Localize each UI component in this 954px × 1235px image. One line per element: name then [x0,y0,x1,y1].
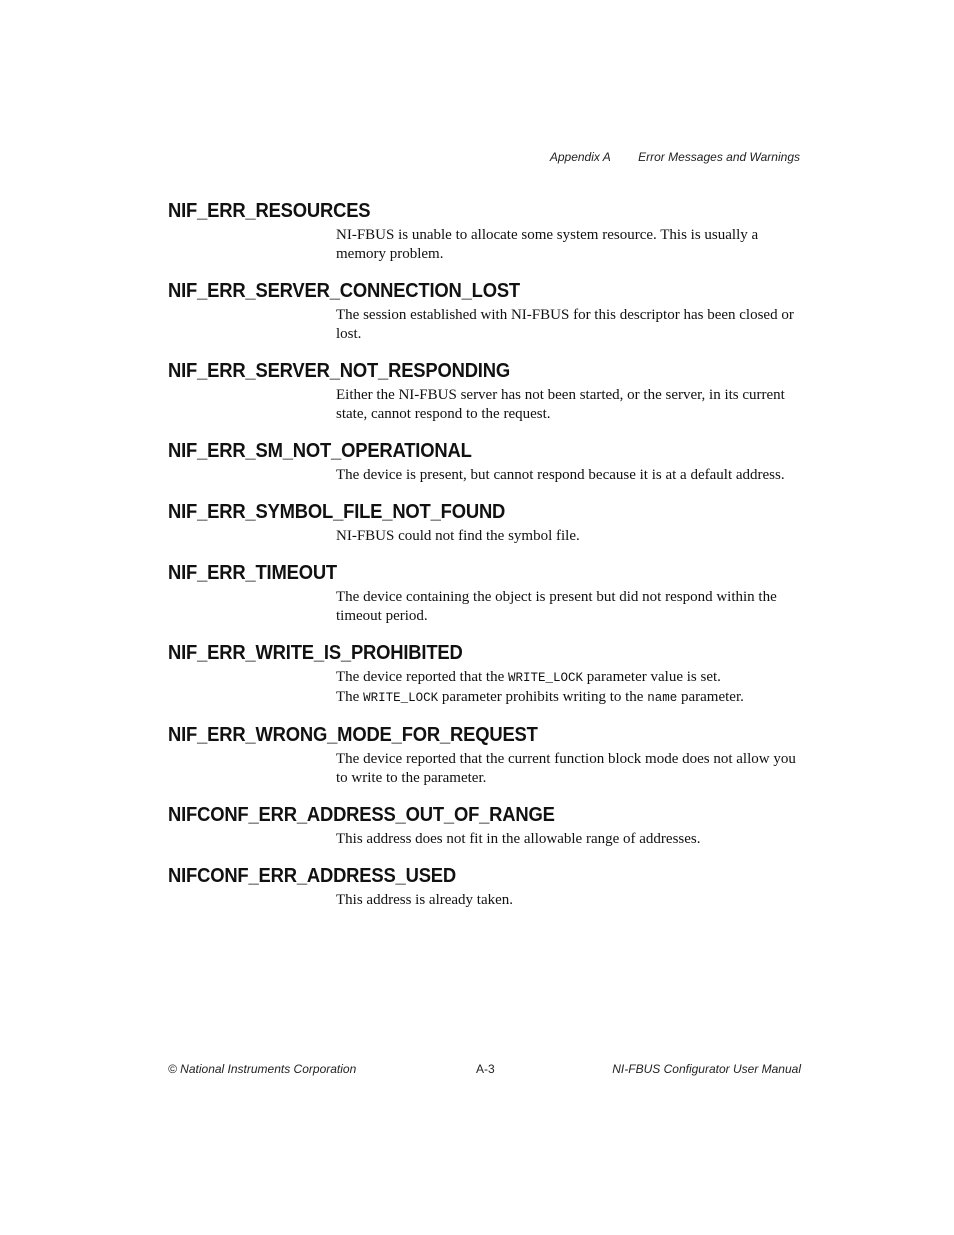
error-code-heading: NIF_ERR_SERVER_NOT_RESPONDING [168,360,510,382]
error-description: NI-FBUS could not find the symbol file. [336,528,580,544]
error-entry [168,497,801,546]
error-description: The device reported that the current function block mode does not allow you to write to the parameter. [336,751,796,786]
error-entry [168,861,801,910]
error-entry [168,558,801,626]
error-description: Either the NI-FBUS server has not been started, or the server, in its current state, cannot respond to the request. [336,387,785,422]
error-code-heading: NIFCONF_ERR_ADDRESS_USED [168,865,457,887]
code-write-lock: WRITE_LOCK [363,691,439,705]
error-code-heading: NIF_ERR_WRONG_MODE_FOR_REQUEST [168,724,538,746]
error-entry [168,800,801,849]
desc-text: The device reported that the [336,669,509,685]
error-list [168,196,801,910]
desc-text: parameter prohibits writing to the [438,689,648,705]
error-code-heading: NIF_ERR_SERVER_CONNECTION_LOST [168,280,521,302]
code-write-lock: WRITE_LOCK [508,671,584,685]
error-description: The device containing the object is present but did not respond within the timeout period. [336,589,777,624]
error-entry [168,196,801,264]
error-code-heading: NIF_ERR_WRITE_IS_PROHIBITED [168,642,463,664]
error-description [336,668,802,708]
desc-text: The [336,689,364,705]
footer-copyright: © National Instruments Corporation [168,1062,357,1076]
error-entry [168,638,801,708]
error-entry [168,436,801,485]
error-code-heading: NIF_ERR_TIMEOUT [168,562,337,584]
running-header [550,150,800,164]
header-appendix: Appendix A [549,150,611,164]
error-code-heading: NIF_ERR_SYMBOL_FILE_NOT_FOUND [168,501,506,523]
error-description: The session established with NI-FBUS for this descriptor has been closed or lost. [336,307,794,342]
header-chapter-title: Error Messages and Warnings [638,150,800,164]
error-code-heading: NIFCONF_ERR_ADDRESS_OUT_OF_RANGE [168,804,555,826]
error-description: This address does not fit in the allowable range of addresses. [336,831,701,847]
error-entry [168,276,801,344]
error-code-heading: NIF_ERR_RESOURCES [168,200,371,222]
desc-text: parameter value is set. [583,669,721,685]
footer-page-number: A-3 [476,1062,495,1076]
error-description: NI-FBUS is unable to allocate some system resource. This is usually a memory problem. [336,227,759,262]
error-entry [168,356,801,424]
footer-manual-title: NI-FBUS Configurator User Manual [612,1062,801,1076]
error-description: This address is already taken. [336,892,514,908]
error-description: The device is present, but cannot respond because it is at a default address. [336,467,785,483]
desc-text: parameter. [677,689,744,705]
error-entry [168,720,801,788]
code-name: name [647,691,678,705]
error-code-heading: NIF_ERR_SM_NOT_OPERATIONAL [168,440,472,462]
